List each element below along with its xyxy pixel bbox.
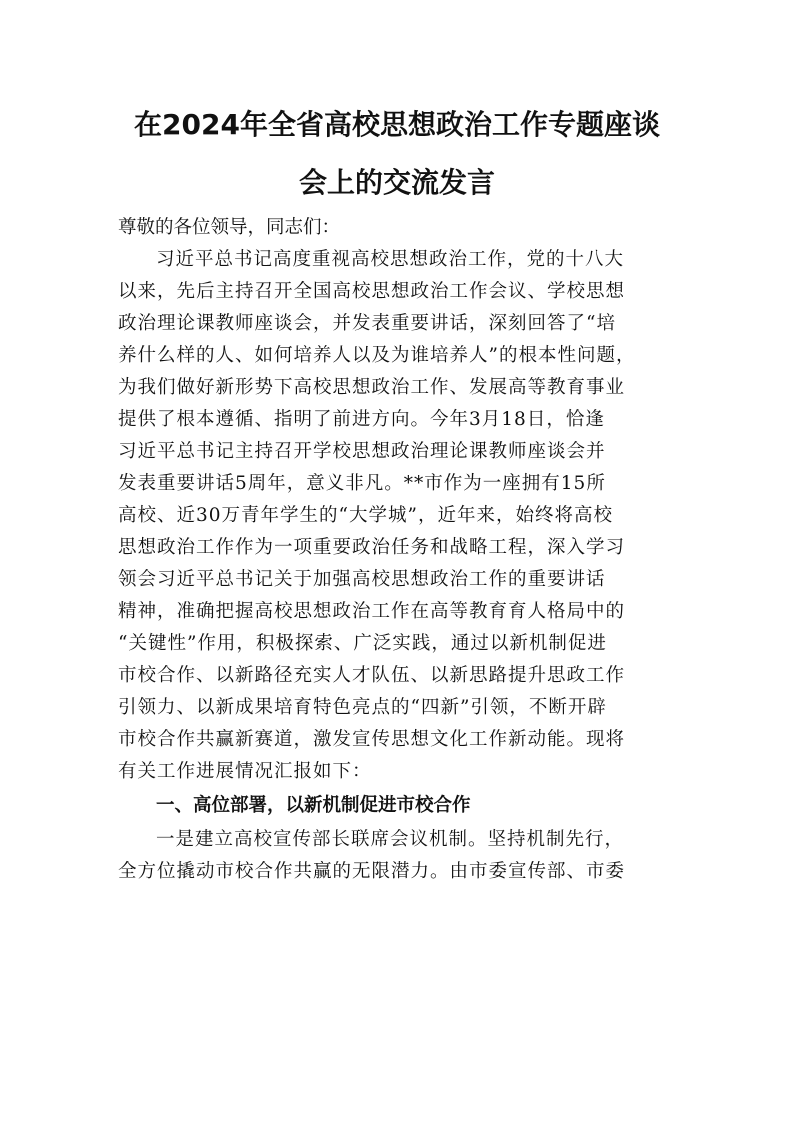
paragraph-line: 领会习近平总书记关于加强高校思想政治工作的重要讲话 bbox=[118, 569, 606, 590]
paragraph-line: 提供了根本遵循、指明了前进方向。今年3月18日，恰逢 bbox=[118, 409, 605, 430]
paragraph-line: 养什么样的人、如何培养人以及为谁培养人”的根本性问题， bbox=[118, 345, 636, 366]
paragraph-line: 发表重要讲话5周年，意义非凡。**市作为一座拥有15所 bbox=[118, 473, 606, 494]
title-line: 会上的交流发言 bbox=[298, 166, 495, 199]
paragraph-line: 市校合作共赢新赛道，激发宣传思想文化工作新动能。现将 bbox=[118, 729, 626, 750]
paragraph-line: 思想政治工作作为一项重要政治任务和战略工程，深入学习 bbox=[118, 537, 626, 558]
paragraph-line: 政治理论课教师座谈会，并发表重要讲话，深刻回答了“培 bbox=[118, 313, 616, 334]
section-heading: 一、高位部署，以新机制促进市校合作 bbox=[156, 795, 471, 816]
paragraph-line: 全方位撬动市校合作共赢的无限潜力。由市委宣传部、市委 bbox=[118, 861, 626, 882]
document-title bbox=[118, 96, 676, 212]
paragraph-line: 一是建立高校宣传部长联席会议机制。坚持机制先行， bbox=[156, 829, 625, 850]
paragraph-line: 习近平总书记高度重视高校思想政治工作，党的十八大 bbox=[156, 249, 625, 270]
paragraph-line: 市校合作、以新路径充实人才队伍、以新思路提升思政工作 bbox=[118, 665, 626, 686]
paragraph-line: 高校、近30万青年学生的“大学城”，近年来，始终将高校 bbox=[118, 505, 613, 526]
paragraph-line: 为我们做好新形势下高校思想政治工作、发展高等教育事业 bbox=[118, 377, 626, 398]
paragraph-line: 习近平总书记主持召开学校思想政治理论课教师座谈会并 bbox=[118, 441, 606, 462]
paragraph-line: “关键性”作用，积极探索、广泛实践，通过以新机制促进 bbox=[118, 633, 607, 654]
paragraph-line: 有关工作进展情况汇报如下： bbox=[118, 761, 372, 782]
paragraph-line: 以来，先后主持召开全国高校思想政治工作会议、学校思想 bbox=[118, 281, 626, 302]
paragraph-intro bbox=[118, 244, 676, 788]
paragraph-line: 精神，准确把握高校思想政治工作在高等教育育人格局中的 bbox=[118, 601, 626, 622]
paragraph-section1 bbox=[118, 824, 676, 888]
salutation: 尊敬的各位领导，同志们： bbox=[118, 217, 341, 238]
paragraph-line: 引领力、以新成果培育特色亮点的“四新”引领，不断开辟 bbox=[118, 697, 607, 718]
document-page bbox=[118, 96, 676, 888]
title-line: 在2024年全省高校思想政治工作专题座谈 bbox=[134, 108, 660, 141]
